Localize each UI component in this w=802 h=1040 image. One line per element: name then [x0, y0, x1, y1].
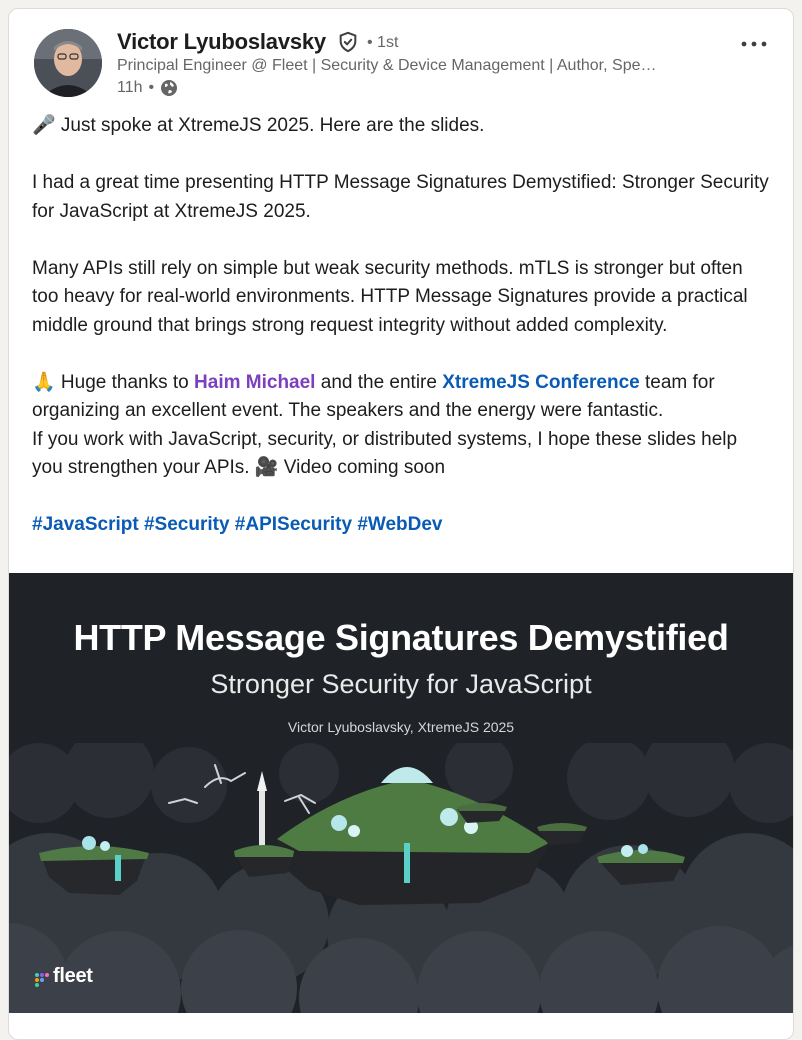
verified-shield-icon	[337, 31, 359, 53]
body-line-1: 🎤 Just spoke at XtremeJS 2025. Here are the slides.	[32, 115, 485, 136]
post-body	[32, 112, 772, 540]
slide-subtitle: Stronger Security for JavaScript	[210, 669, 592, 699]
avatar[interactable]	[34, 29, 102, 97]
post-header	[9, 9, 793, 109]
hashtag-webdev[interactable]: #WebDev	[357, 514, 443, 535]
thanks-prefix: 🙏 Huge thanks to	[32, 371, 195, 393]
more-horizontal-icon	[741, 41, 767, 47]
body-paragraph-3: Many APIs still rely on simple but weak security methods. mTLS is stronger but often too heavy for real-world environments. HTTP Message Signatures provide a practical middle ground that brings strong request integrity without added complexity.	[32, 257, 748, 336]
fleet-logo	[34, 965, 93, 988]
fleet-dots-icon	[34, 972, 50, 988]
hashtag-javascript[interactable]: #JavaScript	[32, 514, 139, 535]
body-paragraph-thanks	[32, 369, 772, 426]
author-name[interactable]: Victor Lyuboslavsky	[117, 29, 326, 54]
slide-image[interactable]	[9, 573, 793, 1013]
floating-islands-illustration	[9, 743, 793, 1013]
hashtag-security[interactable]: #Security	[143, 514, 230, 535]
hashtags	[32, 511, 772, 540]
author-headline: Principal Engineer @ Fleet | Security & Device Management | Author, Spe…	[117, 57, 657, 74]
mention-xtremejs-conference[interactable]: XtremeJS Conference	[442, 371, 640, 393]
hashtag-apisecurity[interactable]: #APISecurity	[234, 514, 353, 535]
more-options-button[interactable]	[737, 27, 771, 61]
slide-title: HTTP Message Signatures Demystified	[73, 617, 729, 658]
body-paragraph-2: I had a great time presenting HTTP Message Signatures Demystified: Stronger Security for JavaScript at XtremeJS 2025.	[32, 172, 769, 222]
meta-separator: •	[148, 79, 155, 96]
post-card	[8, 8, 794, 1040]
post-meta	[117, 79, 178, 97]
body-paragraph-5: If you work with JavaScript, security, or distributed systems, I hope these slides help you strengthen your APIs. 🎥 Video coming soon	[32, 428, 738, 478]
mention-haim-michael[interactable]: Haim Michael	[194, 371, 316, 393]
connection-degree: • 1st	[367, 34, 399, 51]
globe-icon	[160, 79, 178, 97]
fleet-wordmark: fleet	[53, 965, 93, 987]
thanks-suffix: team for organizing an excellent event. The speakers and the energy were fantastic.	[32, 371, 715, 421]
post-time: 11h	[117, 79, 143, 96]
thanks-middle: and the entire	[315, 371, 443, 393]
slide-byline: Victor Lyuboslavsky, XtremeJS 2025	[287, 719, 515, 735]
